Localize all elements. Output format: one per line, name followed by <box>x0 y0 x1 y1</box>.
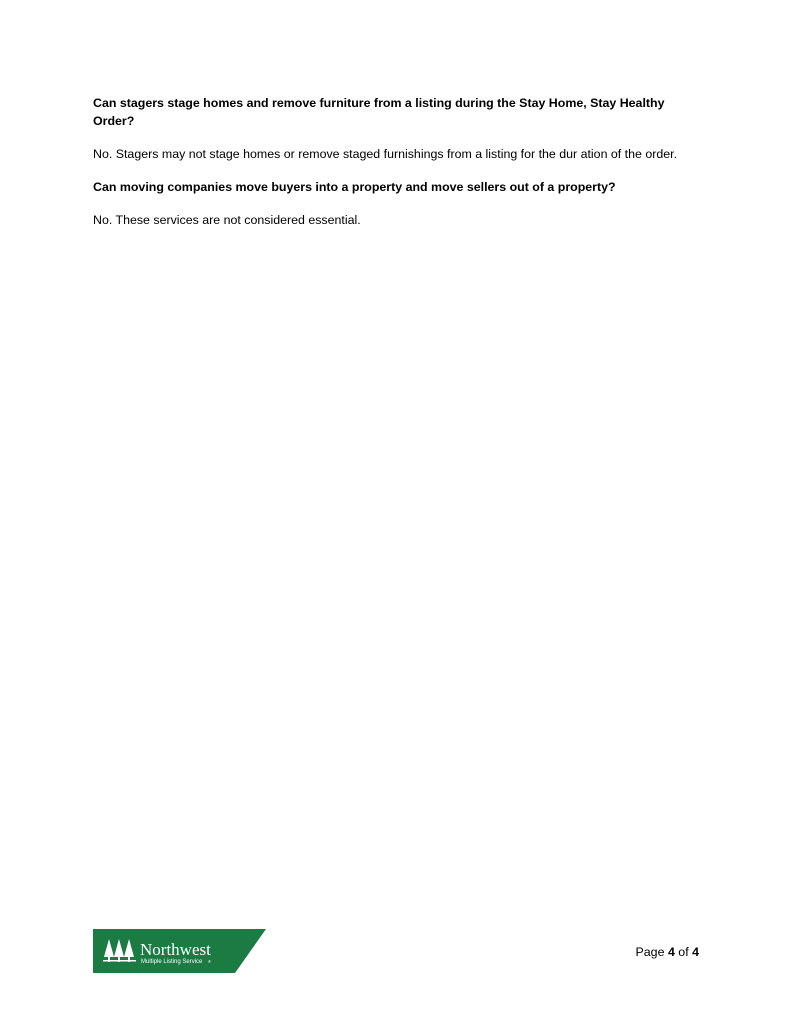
faq-item <box>93 94 693 163</box>
page-total: 4 <box>692 945 699 959</box>
faq-answer: No. These services are not considered essential. <box>93 213 361 227</box>
faq-item <box>93 178 693 229</box>
faq-question: Can moving companies move buyers into a property and move sellers out of a property? <box>93 180 616 194</box>
page-label: Page <box>635 945 665 959</box>
page-of: of <box>678 945 689 959</box>
page-number <box>636 943 699 961</box>
logo-trademark: ® <box>208 959 211 964</box>
logo-graphic <box>93 929 266 973</box>
faq-content <box>93 94 693 244</box>
nwmls-logo <box>93 929 266 973</box>
page-current: 4 <box>667 945 675 959</box>
logo-tagline: Multiple Listing Service <box>141 959 203 965</box>
faq-answer: No. Stagers may not stage homes or remove staged furnishings from a listing for the dur ation of the order. <box>93 147 678 161</box>
faq-question: Can stagers stage homes and remove furniture from a listing during the Stay Home, Stay Healthy Order? <box>93 96 665 128</box>
logo-name: Northwest <box>140 940 211 959</box>
